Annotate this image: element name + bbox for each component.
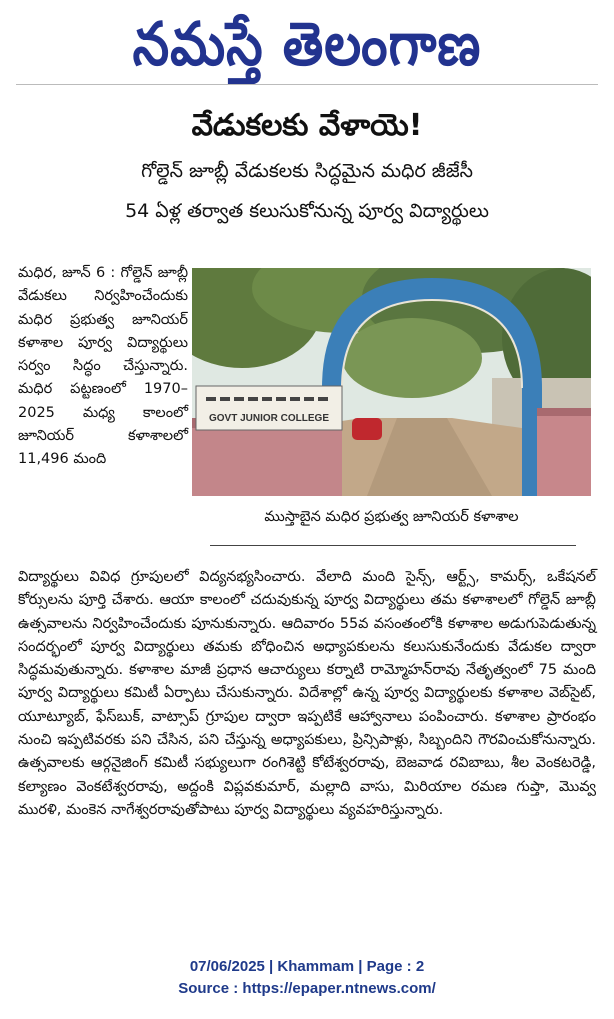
college-gate-photo (192, 268, 591, 496)
caption-divider (210, 545, 576, 546)
footer-source-link[interactable]: Source : https://epaper.ntnews.com/ (178, 980, 436, 997)
article-body: విద్యార్థులు వివిధ గ్రూపులలో విద్యనభ్యసించారు. వేలాది మంది సైన్స్, ఆర్ట్స్, కామర్స్, ఒకేషనల్ కోర్సులను పూర్తి చేశారు. ఆయా కాలంలో చదువుకున్న పూర్వ విద్యార్థులు తమ కళాశాలలో గోల్డెన్ జూబ్లీ ఉత్సవాలను నిర్వహించేందుకు పూనుకున్నారు. ఆదివారం 55వ వసంతంలోకి కళాశాల అడుగుపెడుతున్న సందర్భంలో పూర్వ విద్యార్థులు తమకు బోధించిన అధ్యాపకులను కలుసుకునేందుకు వేడుకల ద్వారా సిద్ధమవుతున్నారు. కళాశాల మాజీ ప్రధాన ఆచార్యులు కర్నాటి రామ్మోహన్‌రావు నేతృత్వంలో 75 మంది పూర్వ విద్యార్థులు కమిటీ ఏర్పాటు చేసుకున్నారు. విదేశాల్లో ఉన్న పూర్వ విద్యార్థులకు కళాశాల వెబ్‌సైట్, యూట్యూబ్, ఫేస్‌బుక్, వాట్సాప్ గ్రూపుల ద్వారా ఇప్పటికే ఆహ్వానాలు పంపించారు. కళాశాల ప్రారంభం నుంచి ఇప్పటివరకు పని చేసిన, పని చేస్తున్న అధ్యాపకులు, ప్రిన్సిపాళ్లు, సిబ్బందిని గౌరవించుకోనున్నారు. ఉత్సవాలకు ఆర్గనైజింగ్ కమిటీ సభ్యులుగా రంగిశెట్టి కోటేశ్వరరావు, బెజవాడ రవిబాబు, శీల వెంకటరెడ్డి, కల్యాణం వెంకటేశ్వరరావు, అద్దంకి విప్లవకుమార్, మల్లాది వాసు, మిరియాల రమణ గుప్తా, మొవ్వ మురళి, మంకెన నాగేశ్వరరావుతోపాటు పూర్వ విద్యార్థులు వ్యవహరిస్తున్నారు. (18, 569, 596, 818)
college-gate-illustration (192, 268, 591, 496)
article-subheadline-2: 54 ఏళ్ల తర్వాత కలుసుకోనున్న పూర్వ విద్యార్థులు (125, 200, 489, 222)
footer-date-edition: 07/06/2025 | Khammam | Page : 2 (189, 958, 425, 975)
gate-sign-text: GOVT JUNIOR COLLEGE (208, 413, 330, 424)
article-subheadline-1: గోల్డెన్ జూబ్లీ వేడుకలకు సిద్ధమైన మధిర జీజేసీ (141, 160, 473, 182)
photo-caption: ముస్తాబైన మధిర ప్రభుత్వ జూనియర్ కళాశాల (264, 509, 519, 525)
masthead (0, 4, 614, 86)
article-lead-column: మధిర, జూన్ 6 : గోల్డెన్ జూబ్లీ వేడుకలు నిర్వహించేందుకు మధిర ప్రభుత్వ జూనియర్ కళాశాల పూర్వ విద్యార్థులు సర్వం సిద్ధం చేస్తున్నారు. మధిర పట్టణంలో 1970–2025 మధ్య కాలంలో జూనియర్ కళాశాలలో 11,496 మంది (18, 265, 188, 468)
newspaper-title: నమస్తే తెలంగాణ (132, 10, 482, 80)
article-headline: వేడుకలకు వేళాయె! (191, 108, 423, 143)
masthead-divider (16, 84, 598, 85)
